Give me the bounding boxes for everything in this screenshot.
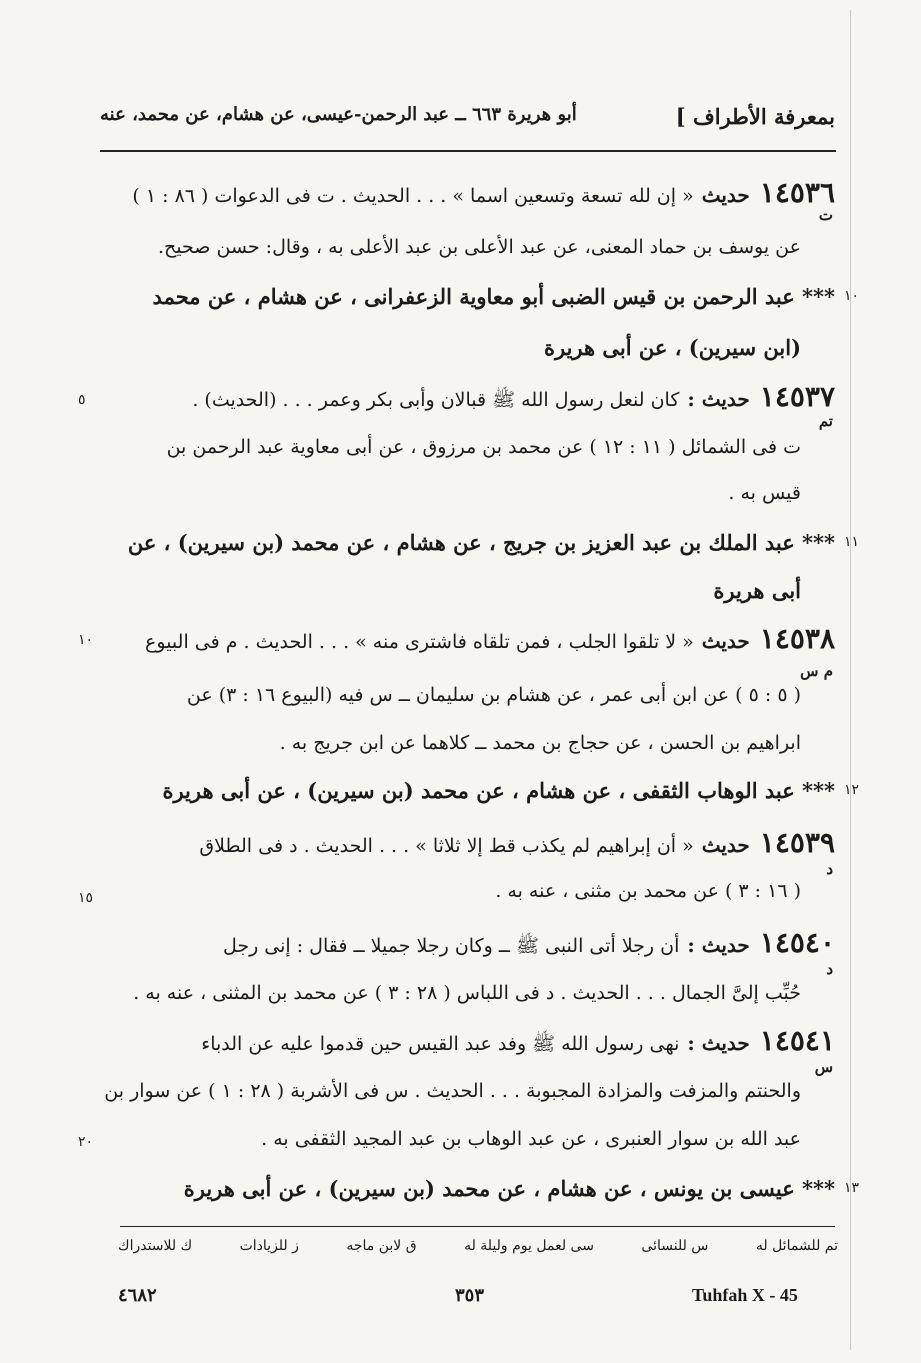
line-text: ابراهيم بن الحسن ، عن حجاج بن محمد ــ كلاهما عن ابن جريج به .: [279, 732, 801, 754]
hadith-line-14537: [100, 382, 835, 415]
line-text: قيس به .: [728, 482, 801, 504]
hadith-word: حديث: [701, 183, 750, 207]
hadith-number: ١٤٥٣٨: [759, 622, 835, 655]
volume-label: Tuhfah X - 45: [692, 1285, 798, 1305]
page-number: ٣٥٣: [455, 1285, 485, 1306]
legend-item: ك للاستدراك: [118, 1238, 193, 1254]
header-section: بمعرفة الأطراف ]: [675, 104, 835, 129]
margin-siglum: د: [826, 960, 833, 978]
margin-number: ١٠: [843, 288, 859, 304]
line-text: عن يوسف بن حماد المعنى، عن عبد الأعلى بن عبد الأعلى به ، وقال: حسن صحيح.: [158, 236, 801, 258]
margin-siglum: د: [826, 860, 833, 878]
hadith-number: ١٤٥٣٦: [759, 176, 835, 209]
hadith-word: حديث: [701, 833, 750, 857]
isnad-line: أبى هريرة: [713, 578, 801, 603]
line-text: أن رجلا أتى النبى ﷺ ــ وكان رجلا جميلا ــ فقال : إنى رجل: [222, 935, 680, 957]
isnad-line: *** عبد الرحمن بن قيس الضبى أبو معاوية الزعفرانى ، عن هشام ، عن محمد: [152, 284, 835, 309]
margin-siglum: ت: [818, 206, 833, 224]
isnad-line: *** عيسى بن يونس ، عن هشام ، عن محمد (بن سيرين) ، عن أبى هريرة: [183, 1176, 835, 1201]
margin-siglum: تم: [818, 412, 833, 430]
legend-item: ز للزيادات: [239, 1238, 299, 1254]
margin-number: ١١: [843, 534, 859, 550]
line-text: « إن لله تسعة وتسعين اسما » . . . الحديث . ت فى الدعوات ( ٨٦ : ١ ): [132, 185, 694, 207]
hadith-word: حديث: [701, 629, 750, 653]
legend-item: س للنسائى: [641, 1238, 709, 1254]
hadith-line-14536: [100, 178, 835, 211]
margin-siglum: س: [814, 1058, 833, 1076]
line-text: نهى رسول الله ﷺ وفد عبد القيس حين قدموا عليه عن الدباء: [201, 1033, 680, 1055]
line-number: ١٠: [78, 632, 94, 648]
line-text: ( ٥ : ٥ ) عن ابن أبى عمر ، عن هشام بن سليمان ــ س فيه (البيوع ١٦ : ٣) عن: [186, 684, 801, 706]
hadith-line-14541: [100, 1026, 835, 1059]
legend-item: سى لعمل يوم وليلة له: [464, 1238, 594, 1254]
hadith-line-14539: [100, 828, 835, 861]
margin-siglum: م س: [800, 662, 833, 680]
line-number: ٢٠: [78, 1134, 94, 1150]
margin-number: ١٢: [843, 782, 859, 798]
hadith-word: حديث :: [687, 933, 750, 957]
page-edge: [850, 10, 851, 1350]
legend-item: تم للشمائل له: [755, 1238, 838, 1254]
line-text: حُبِّب إلىَّ الجمال . . . الحديث . د فى اللباس ( ٢٨ : ٣ ) عن محمد بن المثنى ، عنه به .: [133, 982, 801, 1004]
hadith-line-14538: [100, 624, 835, 657]
line-text: « لا تلقوا الجلب ، فمن تلقاه فاشترى منه » . . . الحديث . م فى البيوع: [145, 631, 694, 653]
hadith-word: حديث :: [687, 1031, 750, 1055]
isnad-line: (ابن سيرين) ، عن أبى هريرة: [543, 335, 801, 360]
header-rule: [100, 150, 836, 152]
line-text: ( ١٦ : ٣ ) عن محمد بن مثنى ، عنه به .: [495, 880, 801, 902]
isnad-line: *** عبد الوهاب الثقفى ، عن هشام ، عن محمد (بن سيرين) ، عن أبى هريرة: [162, 778, 835, 803]
header-middle: أبو هريرة ٦٦٣ ــ عبد الرحمن-عيسى، عن هشام، عن محمد، عنه: [100, 104, 577, 125]
line-text: « أن إبراهيم لم يكذب قط إلا ثلاثا » . . . الحديث . د فى الطلاق: [199, 835, 694, 857]
hadith-number: ١٤٥٤١: [759, 1024, 835, 1057]
sigla-legend: [118, 1238, 838, 1264]
line-text: والحنتم والمزفت والمزادة المجبوبة . . . الحديث . س فى الأشربة ( ٢٨ : ١ ) عن سوار بن: [104, 1080, 801, 1102]
footnote-rule: [120, 1226, 835, 1227]
line-text: كان لنعل رسول الله ﷺ قبالان وأبى بكر وعمر . . . (الحديث) .: [192, 389, 680, 411]
line-number: ١٥: [78, 890, 94, 906]
folio-left: ٤٦٨٢: [118, 1285, 157, 1306]
running-header: [100, 100, 835, 140]
legend-item: ق لابن ماجه: [346, 1238, 417, 1254]
hadith-word: حديث :: [687, 387, 750, 411]
hadith-number: ١٤٥٣٩: [759, 826, 835, 859]
hadith-number: ١٤٥٤٠: [759, 926, 835, 959]
hadith-number: ١٤٥٣٧: [759, 380, 835, 413]
hadith-line-14540: [100, 928, 835, 961]
line-text: عبد الله بن سوار العنبرى ، عن عبد الوهاب بن عبد المجيد الثقفى به .: [261, 1128, 801, 1150]
line-number: ٥: [78, 392, 86, 408]
isnad-line: *** عبد الملك بن عبد العزيز بن جريج ، عن هشام ، عن محمد (بن سيرين) ، عن: [127, 530, 835, 555]
margin-number: ١٣: [843, 1180, 859, 1196]
line-text: ت فى الشمائل ( ١١ : ١٢ ) عن محمد بن مرزوق ، عن أبى معاوية عبد الرحمن بن: [166, 436, 801, 458]
